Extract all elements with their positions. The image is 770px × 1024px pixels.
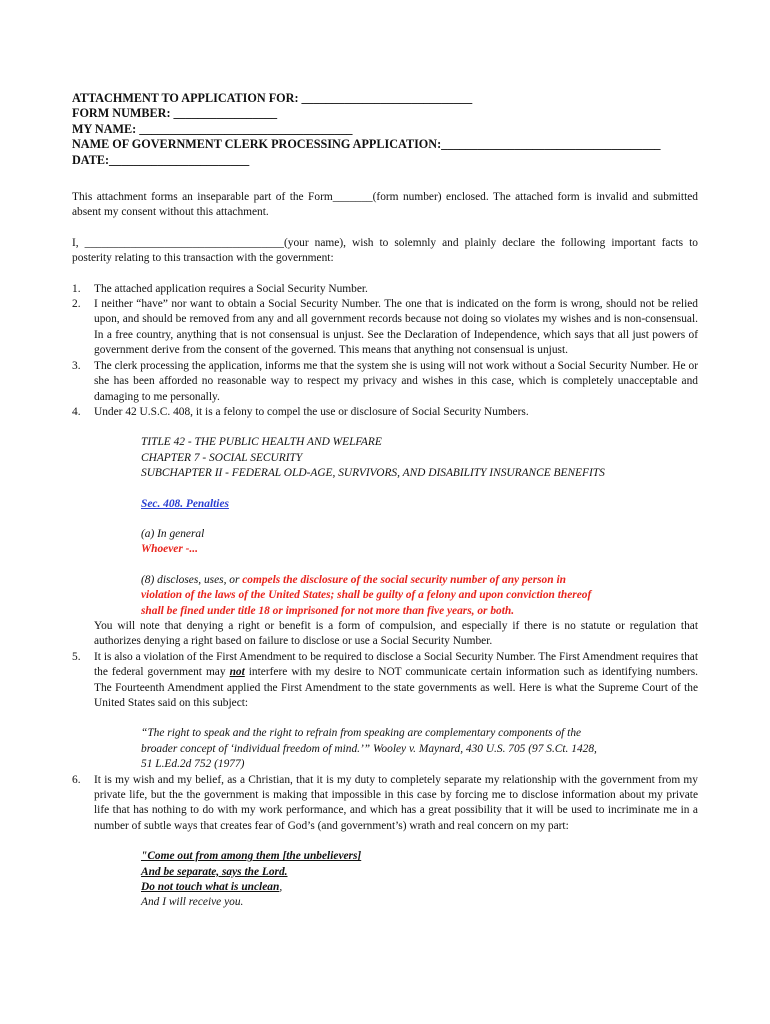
list-number: 5.: [72, 650, 81, 663]
scripture-line-1: "Come out from among them [the unbelievers]: [141, 850, 362, 863]
list-text-part: It is also a violation of the First Amendment to be required to disclose a Social Security Number. The First Amendment requires that the federal government may: [94, 650, 698, 679]
header-clerk-name: NAME OF GOVERNMENT CLERK PROCESSING APPLICATION:____________________________________: [72, 137, 661, 152]
emphasis-not: not: [229, 666, 245, 679]
scripture-quote: [141, 849, 698, 911]
list-number: 2.: [72, 298, 81, 311]
statute-p8-penalty: compels the disclosure of the social security number of any person in violation of the laws of the United States; shall be guilty of a felony and upon conviction thereof shall be fined under title 18 or imprisoned for not more than five years, or both.: [141, 573, 592, 617]
list-item-5: [72, 650, 698, 712]
list-number: 6.: [72, 773, 81, 786]
list-text: The clerk processing the application, informs me that the system she is using will not work without a Social Security Number. He or she has been afforded no reasonable way to respect my privacy and wishes in this case, which is completely unacceptable and damaging to me personally.: [94, 359, 698, 403]
statute-whoever: Whoever -...: [141, 543, 198, 556]
statute-in-general: (a) In general: [141, 527, 205, 540]
list-text-part: interfere with my desire to NOT communicate certain information such as identifying numbers. The Fourteenth Amendment applied the First Amendment to the state governments as well. Here is what the Supreme Court of the United States said on this subject:: [94, 666, 698, 709]
section-408-link[interactable]: Sec. 408. Penalties: [141, 497, 229, 510]
list-text: I neither “have” nor want to obtain a Social Security Number. The one that is indicated on the form is wrong, should not be relied upon, and should be removed from any and all government records because not doing so violates my wishes and is non-consensual. In a free country, anything that is not consensual is unjust. See the Declaration of Independence, which says that all just powers of government derive from the consent of the governed. This means that anything not consensual is unjust.: [94, 298, 698, 357]
list-item-2: [72, 297, 698, 359]
statute-chapter: CHAPTER 7 - SOCIAL SECURITY: [141, 451, 303, 464]
statute-subchapter: SUBCHAPTER II - FEDERAL OLD-AGE, SURVIVORS, AND DISABILITY INSURANCE BENEFITS: [141, 467, 605, 480]
list-item-4: [72, 405, 698, 420]
scripture-line-3-tail: ,: [279, 881, 283, 894]
list-number: 3.: [72, 359, 81, 372]
header-date: DATE:_______________________: [72, 152, 250, 167]
scripture-line-2: And be separate, says the Lord.: [141, 865, 288, 878]
statute-p8-prefix: (8) discloses, uses, or: [141, 573, 243, 586]
scripture-line-4: And I will receive you.: [141, 896, 244, 909]
declaration-paragraph: I, ___________________________________(your name), wish to solemnly and plainly declare the following important facts to posterity relating to this transaction with the government:: [72, 236, 698, 265]
scripture-line-3: Do not touch what is unclean: [141, 881, 280, 894]
list-number: 1.: [72, 282, 81, 295]
document-page: [72, 91, 698, 911]
list-text: The attached application requires a Social Security Number.: [94, 282, 368, 295]
header-form-number: FORM NUMBER: _________________: [72, 106, 278, 121]
list-item-1: [72, 282, 698, 297]
header-application-for: ATTACHMENT TO APPLICATION FOR: ____________________________: [72, 91, 473, 105]
compulsion-note: You will note that denying a right or benefit is a form of compulsion, and especially if there is no statute or regulation that authorizes denying a right based on failure to disclose or use a Social Security Number.: [94, 619, 698, 648]
list-item-3: [72, 359, 698, 405]
intro-paragraph: This attachment forms an inseparable part of the Form_______(form number) enclosed. The attached form is invalid and submitted absent my consent without this attachment.: [72, 191, 698, 219]
list-text: It is my wish and my belief, as a Christian, that it is my duty to completely separate my relationship with the government from my private life, but the the government is making that impossible in this case by forcing me to disclose information about my private life that has nothing to do with my work performance, and which has a great possibility that it will be used to incriminate me in a number of subtle ways that creates fear of God’s (and government’s) wrath and real concern on my part:: [94, 773, 698, 832]
statute-title: TITLE 42 - THE PUBLIC HEALTH AND WELFARE: [141, 436, 382, 449]
header-my-name: MY NAME: ___________________________________: [72, 121, 353, 136]
statute-paragraph-8: [141, 573, 608, 619]
supreme-court-quote: “The right to speak and the right to refrain from speaking are complementary components of the broader concept of ‘individual freedom of mind.’” Wooley v. Maynard, 430 U.S. 705 (97 S.Ct. 1428, 51 L.Ed.2d 752 (1977): [141, 727, 597, 771]
list-number: 4.: [72, 405, 81, 418]
header-block: [72, 91, 698, 168]
list-item-6: [72, 773, 698, 835]
list-text: [94, 650, 698, 712]
statute-quote: [141, 435, 608, 619]
list-text: Under 42 U.S.C. 408, it is a felony to compel the use or disclosure of Social Security Numbers.: [94, 405, 529, 418]
